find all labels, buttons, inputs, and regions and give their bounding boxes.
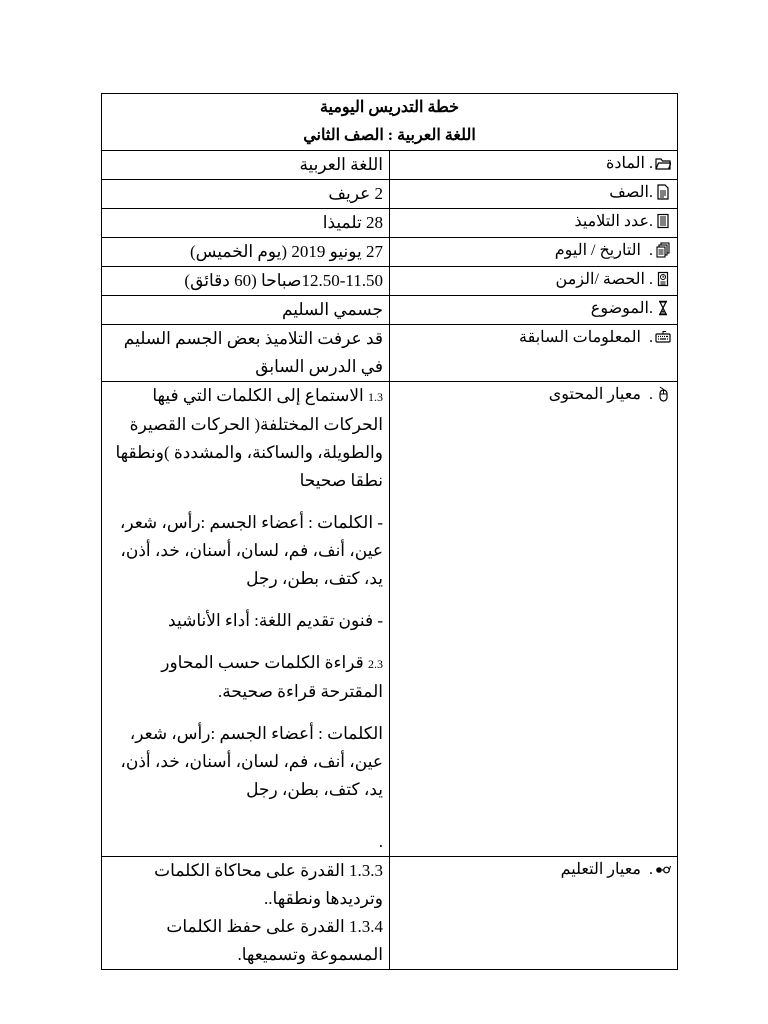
label-dot: . [649,271,653,288]
label-dot: . [649,213,653,230]
row-content-standard [102,382,678,857]
label-dot: . [649,329,653,346]
hourglass-icon [655,300,671,316]
item-number: 2.3 [368,657,383,671]
value-students: 28 تلميذا [102,209,390,238]
label-text: الموضوع [590,300,649,317]
label-cell [390,325,678,382]
content-arts: - فنون تقديم اللغة: أداء الأناشيد [168,611,383,630]
row-students [102,209,678,238]
learning-item-2: 1.3.4 القدرة على حفظ الكلمات المسموعة وتسميعها. [166,917,383,964]
notepad-icon [655,213,671,229]
daily-teaching-plan-table [101,93,678,970]
value-content-standard [102,382,390,857]
row-learning-standard [102,857,678,970]
plan-title: خطة التدريس اليومية [319,99,460,116]
content-item-2 [108,649,383,706]
label-cell [390,238,678,267]
value-prior-knowledge: قد عرفت التلاميذ بعض الجسم السليم في الدرس السابق [102,325,390,382]
document-icon [655,184,671,200]
mouse-icon [655,386,671,402]
label-text: المعلومات السابقة [519,329,641,346]
label-dot: . [649,300,653,317]
folder-icon [655,155,671,171]
content-words-2: الكلمات : أعضاء الجسم :رأس، شعر، عين، أنف، فم، لسان، أسنان، خد، أذن، يد، كتف، بطن، رجل [120,724,383,799]
label-dot: . [649,861,653,878]
label-text: معيار المحتوى [548,386,641,403]
row-subject [102,151,678,180]
label-cell [390,857,678,970]
row-prior-knowledge [102,325,678,382]
content-trailing-dot: . [378,832,383,851]
label-dot: . [649,386,653,403]
plan-subtitle: اللغة العربية : الصف الثاني [303,127,476,144]
label-text: الحصة /الزمن [555,271,645,288]
glasses-icon [655,861,671,877]
label-text: عدد التلاميذ [574,213,649,230]
content-item-1 [108,382,383,495]
content-words-1: - الكلمات : أعضاء الجسم :رأس، شعر، عين، أنف، فم، لسان، أسنان، خد، أذن، يد، كتف، بطن، رجل [119,513,383,588]
value-topic: جسمي السليم [102,296,390,325]
label-text: المادة [606,155,645,172]
value-subject: اللغة العربية [102,151,390,180]
value-class: 2 عريف [102,180,390,209]
label-text: معيار التعليم [560,861,641,878]
label-dot: . [649,184,653,201]
label-cell [390,151,678,180]
item-number: 1.3 [368,390,383,404]
label-cell [390,296,678,325]
keyboard-icon [655,329,671,345]
label-cell [390,180,678,209]
header-row [102,94,678,151]
label-text: الصف [609,184,649,201]
label-text: التاريخ / اليوم [554,242,641,259]
clock-icon [655,271,671,287]
label-cell [390,382,678,857]
value-date: 27 يونيو 2019 (يوم الخميس) [102,238,390,267]
label-dot: . [649,242,653,259]
learning-item-1: 1.3.3 القدرة على محاكاة الكلمات وترديدها ونطقها.. [154,861,383,908]
row-topic [102,296,678,325]
row-period [102,267,678,296]
value-learning-standard [102,857,390,970]
item-text: قراءة الكلمات حسب المحاور المقترحة قراءة صحيحة. [161,653,383,701]
item-text: الاستماع إلى الكلمات التي فيها الحركات المختلفة( الحركات القصيرة والطويلة، والساكنة، والمشددة )ونطقها نطقا صحيحا [115,386,383,490]
header-cell [102,94,678,151]
label-cell [390,209,678,238]
row-class [102,180,678,209]
label-dot: . [649,155,653,172]
value-period: 12.50-11.50صباحا (60 دقائق) [102,267,390,296]
row-date [102,238,678,267]
label-cell [390,267,678,296]
pages-icon [655,242,671,258]
